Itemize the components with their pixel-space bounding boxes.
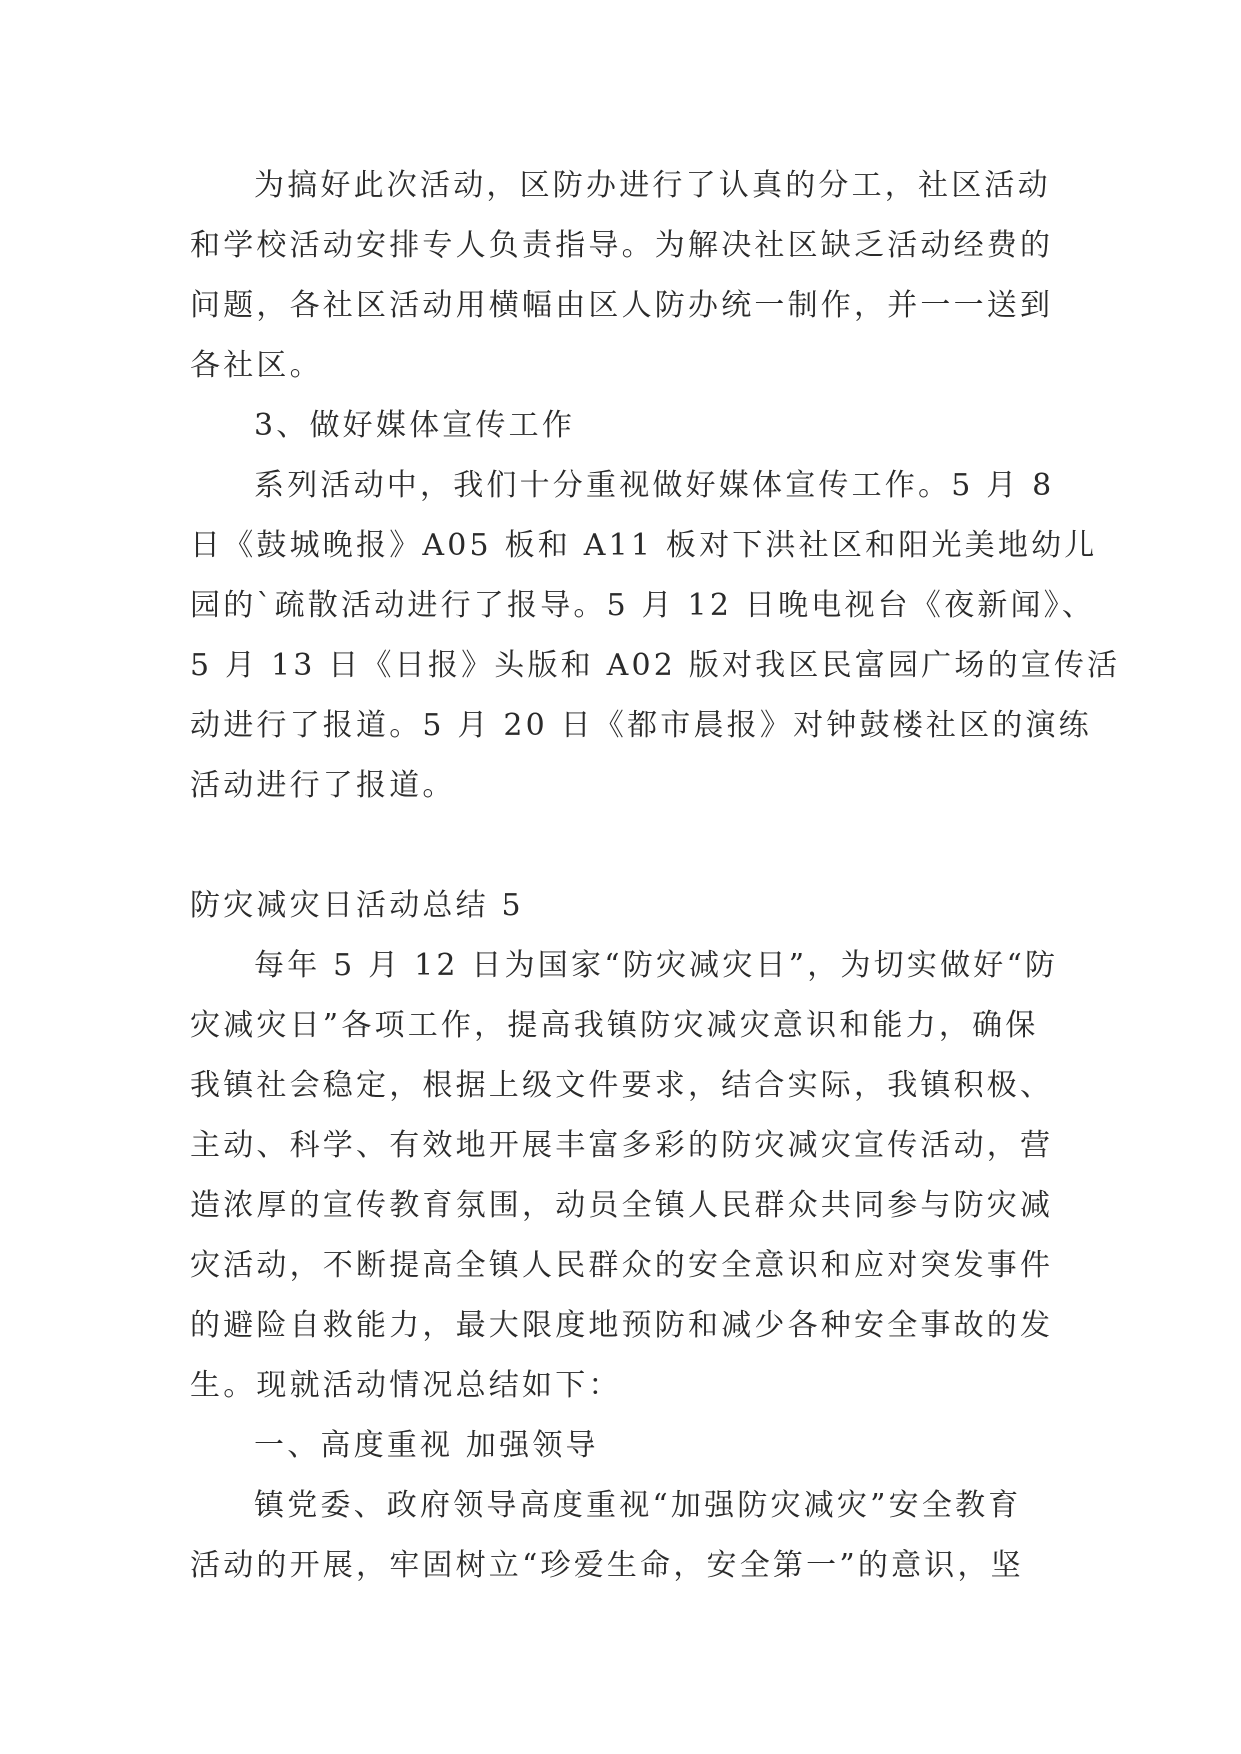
body-text-line: 为搞好此次活动，区防办进行了认真的分工，社区活动 <box>254 168 1051 203</box>
body-text-line: 活动的开展，牢固树立“珍爱生命，安全第一”的意识，坚 <box>190 1548 1024 1583</box>
body-text-line: 的避险自救能力，最大限度地预防和减少各种安全事故的发 <box>190 1308 1054 1343</box>
body-text-line: 和学校活动安排专人负责指导。为解决社区缺乏活动经费的 <box>190 228 1054 263</box>
body-text-line: 园的`疏散活动进行了报导。5 月 12 日晚电视台《夜新闻》、 <box>190 588 1096 623</box>
section-heading: 3、做好媒体宣传工作 <box>254 408 576 443</box>
body-text-line: 每年 5 月 12 日为国家“防灾减灾日”，为切实做好“防 <box>254 948 1059 983</box>
body-text-line: 动进行了报道。5 月 20 日《都市晨报》对钟鼓楼社区的演练 <box>190 708 1092 743</box>
body-text-line: 日《鼓城晚报》A05 板和 A11 板对下洪社区和阳光美地幼儿 <box>190 528 1098 563</box>
body-text-line: 灾活动，不断提高全镇人民群众的安全意识和应对突发事件 <box>190 1248 1054 1283</box>
body-text-line: 我镇社会稳定，根据上级文件要求，结合实际，我镇积极、 <box>190 1068 1054 1103</box>
body-text-line: 问题，各社区活动用横幅由区人防办统一制作，并一一送到 <box>190 288 1054 323</box>
body-text-line: 各社区。 <box>190 348 323 383</box>
body-text-line: 生。现就活动情况总结如下： <box>190 1368 622 1403</box>
section-heading: 一、高度重视 加强领导 <box>254 1428 599 1463</box>
body-text-line: 系列活动中，我们十分重视做好媒体宣传工作。5 月 8 <box>254 468 1055 503</box>
body-text-line: 镇党委、政府领导高度重视“加强防灾减灾”安全教育 <box>254 1488 1022 1523</box>
body-text-line: 活动进行了报道。 <box>190 768 456 803</box>
document-title: 防灾减灾日活动总结 5 <box>190 888 524 923</box>
body-text-line: 主动、科学、有效地开展丰富多彩的防灾减灾宣传活动，营 <box>190 1128 1054 1163</box>
body-text-line: 造浓厚的宣传教育氛围，动员全镇人民群众共同参与防灾减 <box>190 1188 1054 1223</box>
body-text-line: 5 月 13 日《日报》头版和 A02 版对我区民富园广场的宣传活 <box>190 648 1121 683</box>
body-text-line: 灾减灾日”各项工作，提高我镇防灾减灾意识和能力，确保 <box>190 1008 1039 1043</box>
